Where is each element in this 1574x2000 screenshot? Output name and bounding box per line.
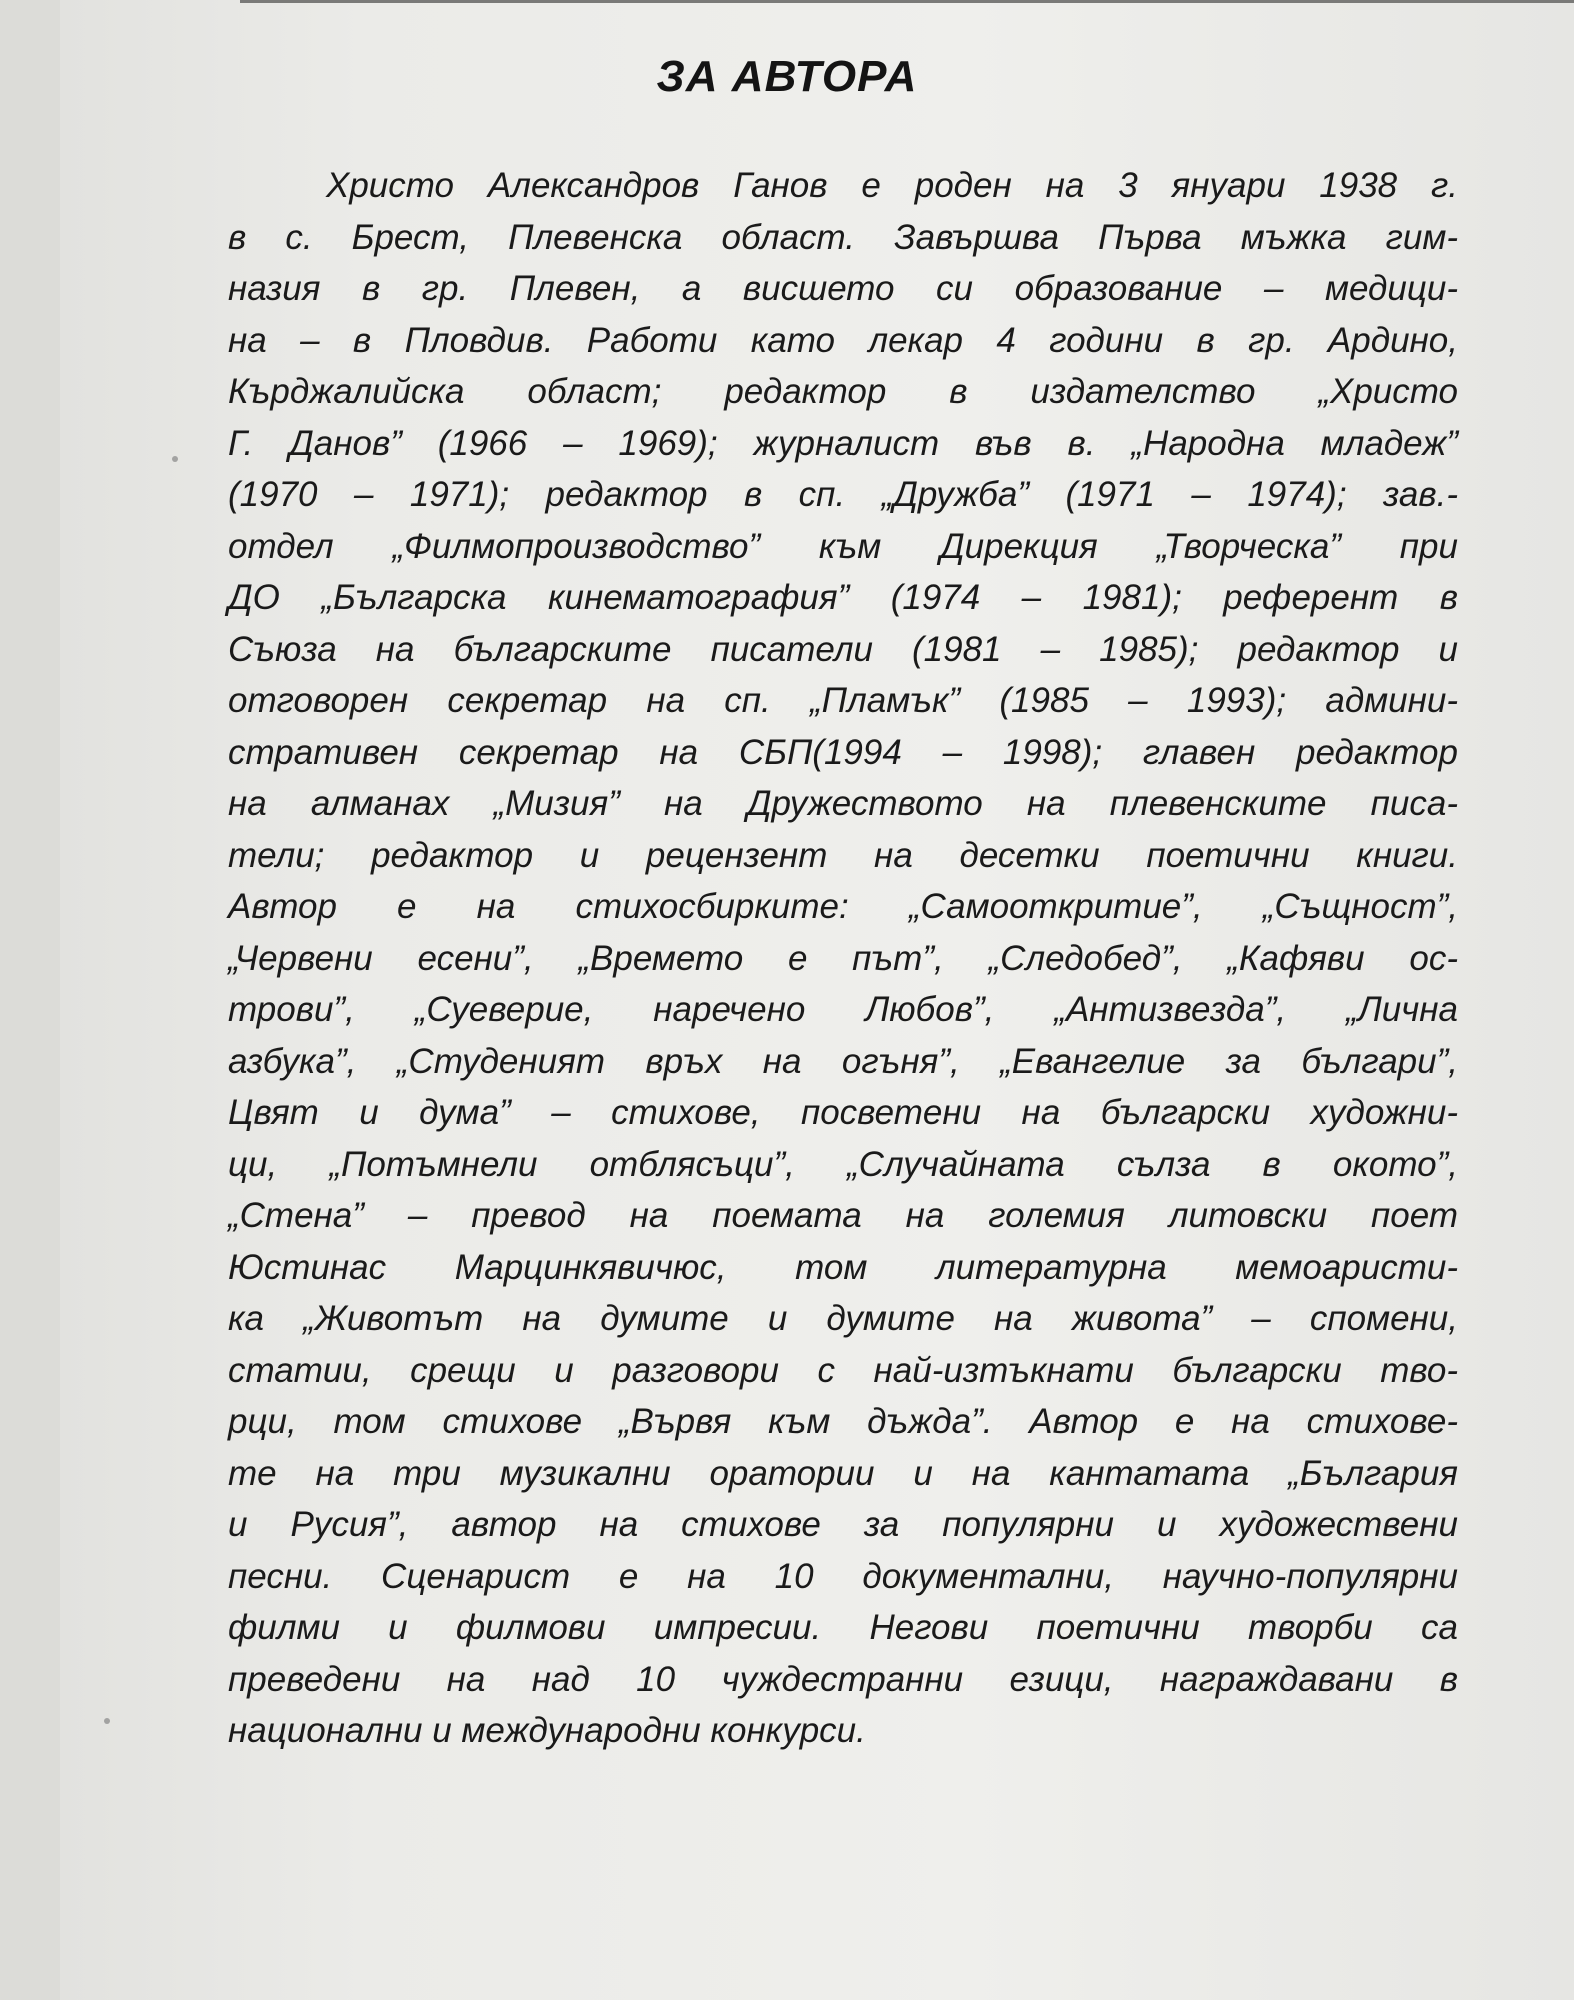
- bio-line: назия в гр. Плевен, а висшето си образование – медици-: [228, 269, 1458, 308]
- bio-line: Цвят и дума” – стихове, посветени на български художни-: [228, 1093, 1458, 1132]
- bio-line: азбука”, „Студеният връх на огъня”, „Евангелие за българи”,: [228, 1041, 1458, 1081]
- bio-line: Юстинас Марцинкявичюс, том литературна мемоаристи-: [228, 1247, 1458, 1287]
- bio-line: песни. Сценарист е на 10 документални, научно-популярни: [228, 1556, 1458, 1596]
- bio-line: статии, срещи и разговори с най-изтъкнати български тво-: [228, 1350, 1458, 1390]
- bio-line: в с. Брест, Плевенска област. Завършва Първа мъжка гим-: [228, 217, 1458, 257]
- bio-line: преведени на над 10 чуждестранни езици, награждавани в: [228, 1659, 1458, 1699]
- bio-line: Г. Данов” (1966 – 1969); журналист във в. „Народна младеж”: [228, 423, 1458, 463]
- bio-line: „Червени есени”, „Времето е път”, „Следобед”, „Кафяви ос-: [228, 938, 1458, 978]
- top-rule: [240, 0, 1574, 3]
- bio-line: тели; редактор и рецензент на десетки поетични книги.: [228, 835, 1458, 875]
- bio-line: отговорен секретар на сп. „Пламък” (1985 – 1993); админи-: [228, 681, 1458, 720]
- bio-line: (1970 – 1971); редактор в сп. „Дружба” (1971 – 1974); зав.-: [228, 475, 1458, 514]
- bio-line: Съюза на българските писатели (1981 – 1985); редактор и: [228, 629, 1458, 669]
- bio-line: на алманах „Мизия” на Дружеството на плевенските писа-: [228, 784, 1458, 823]
- paper-speck: [172, 456, 178, 462]
- bio-line: Христо Александров Ганов е роден на 3 януари 1938 г.: [326, 166, 1458, 205]
- author-biography: [228, 160, 1458, 1757]
- bio-line: те на три музикални оратории и на кантатата „България: [228, 1453, 1458, 1493]
- bio-line: ци, „Потъмнели отблясъци”, „Случайната сълза в окото”,: [228, 1144, 1458, 1184]
- bio-line: Автор е на стихосбирките: „Самооткритие”, „Същност”,: [228, 887, 1458, 926]
- bio-line: трови”, „Суеверие, наречено Любов”, „Антизвезда”, „Лична: [228, 990, 1458, 1029]
- bio-line: Кърджалийска област; редактор в издателство „Христо: [228, 372, 1458, 411]
- bio-line: на – в Пловдив. Работи като лекар 4 години в гр. Ардино,: [228, 320, 1458, 360]
- bio-line: рци, том стихове „Вървя към дъжда”. Автор е на стихове-: [228, 1402, 1458, 1441]
- section-title: ЗА АВТОРА: [656, 52, 918, 101]
- bio-line: и Русия”, автор на стихове за популярни и художествени: [228, 1505, 1458, 1544]
- bio-line: ка „Животът на думите и думите на живота” – спомени,: [228, 1299, 1458, 1338]
- bio-line: национални и международни конкурси.: [228, 1711, 866, 1750]
- bio-line: филми и филмови импресии. Негови поетични творби са: [228, 1608, 1458, 1647]
- bio-line: отдел „Филмопроизводство” към Дирекция „Творческа” при: [228, 526, 1458, 566]
- bio-line: стративен секретар на СБП(1994 – 1998); главен редактор: [228, 732, 1458, 772]
- bio-line: ДО „Българска кинематография” (1974 – 1981); референт в: [228, 578, 1458, 617]
- bio-line: „Стена” – превод на поемата на големия литовски поет: [228, 1196, 1458, 1235]
- paper-speck: [104, 1718, 110, 1724]
